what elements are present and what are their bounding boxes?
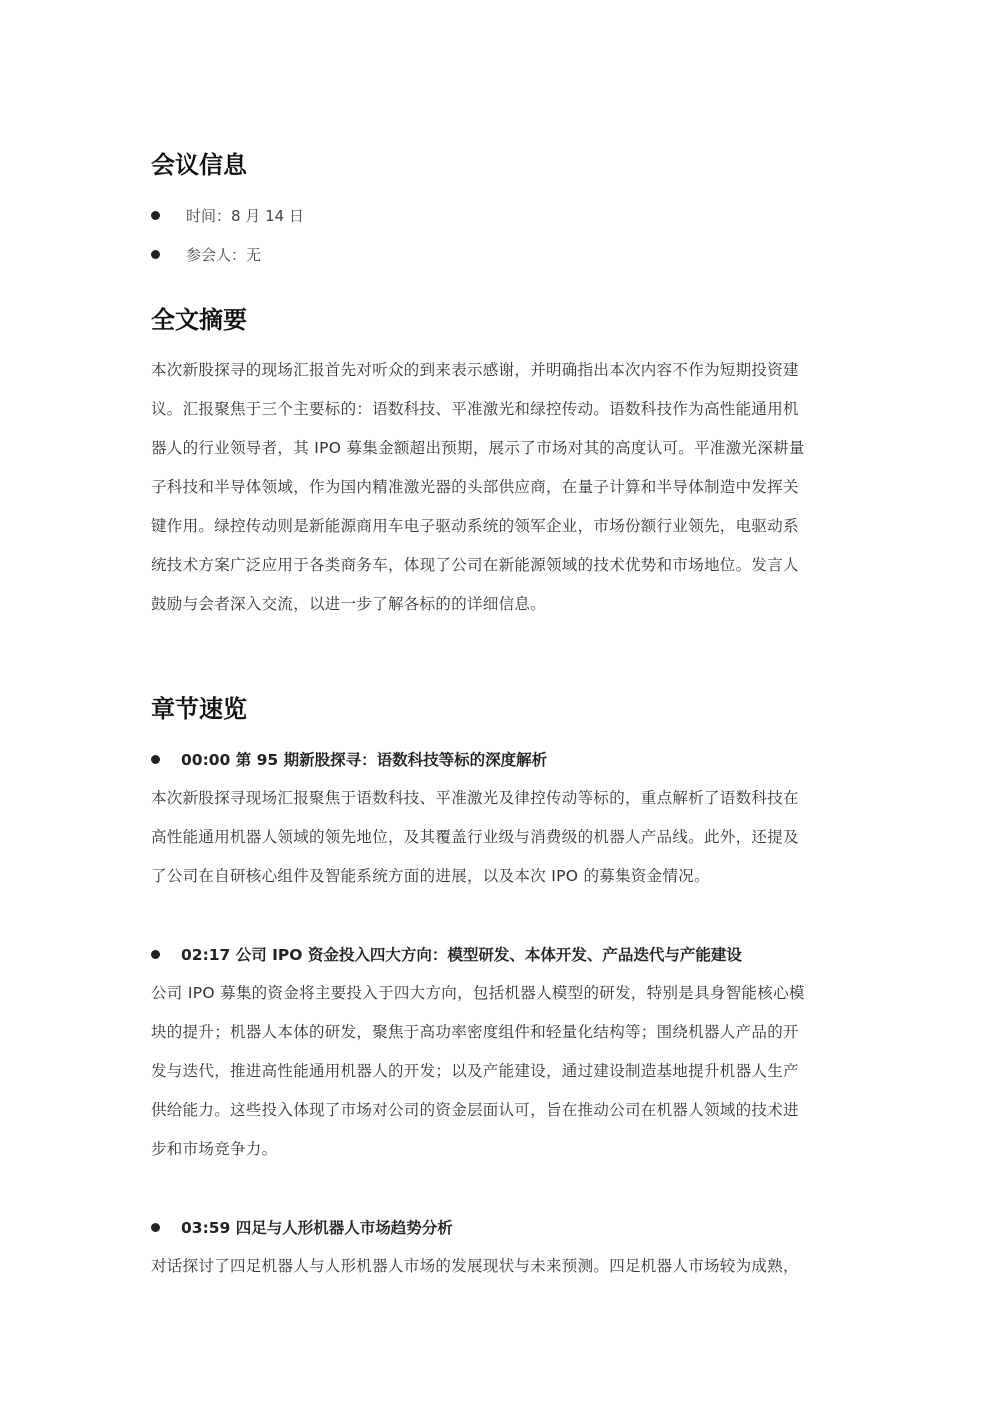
chapter-title: 00:00 第 95 期新股探寻：语数科技等标的深度解析	[181, 751, 548, 769]
summary-line: 鼓励与会者深入交流，以进一步了解各标的的详细信息。	[151, 595, 547, 613]
summary-line: 议。汇报聚焦于三个主要标的：语数科技、平准激光和绿控传动。语数科技作为高性能通用机	[151, 400, 799, 418]
bullet-dot-icon	[151, 211, 160, 220]
meeting-time-item	[151, 203, 304, 227]
meeting-attendees-text: 参会人：无	[186, 245, 262, 264]
bullet-dot-icon	[151, 1223, 160, 1232]
chapter-line: 本次新股探寻现场汇报聚焦于语数科技、平准激光及律控传动等标的，重点解析了语数科技在	[151, 789, 799, 807]
chapter-paragraph	[151, 974, 843, 1169]
chapter-line: 发与迭代，推进高性能通用机器人的开发；以及产能建设，通过建设制造基地提升机器人生产	[151, 1062, 799, 1080]
meeting-time-text: 时间：8 月 14 日	[186, 206, 304, 225]
summary-line: 本次新股探寻的现场汇报首先对听众的到来表示感谢，并明确指出本次内容不作为短期投资建	[151, 361, 799, 379]
bullet-dot-icon	[151, 250, 160, 259]
bullet-dot-icon	[151, 755, 160, 764]
chapter-line: 公司 IPO 募集的资金将主要投入于四大方向，包括机器人模型的研发，特别是具身智能核心模	[151, 984, 805, 1002]
chapter-line: 供给能力。这些投入体现了市场对公司的资金层面认可，旨在推动公司在机器人领域的技术进	[151, 1101, 799, 1119]
summary-line: 键作用。绿控传动则是新能源商用车电子驱动系统的领军企业，市场份额行业领先，电驱动系	[151, 517, 799, 535]
chapter-line: 了公司在自研核心组件及智能系统方面的进展，以及本次 IPO 的募集资金情况。	[151, 867, 710, 885]
summary-heading: 全文摘要	[151, 306, 247, 334]
chapter-line: 高性能通用机器人领域的领先地位，及其覆盖行业级与消费级的机器人产品线。此外，还提及	[151, 828, 799, 846]
chapter-paragraph	[151, 779, 843, 896]
chapter-title: 02:17 公司 IPO 资金投入四大方向：模型研发、本体开发、产品迭代与产能建设	[181, 946, 742, 964]
summary-line: 器人的行业领导者，其 IPO 募集金额超出预期，展示了市场对其的高度认可。平准激光深耕量	[151, 439, 805, 457]
chapter-title-row	[151, 747, 547, 771]
chapter-title-row	[151, 942, 742, 966]
chapter-title-row	[151, 1215, 453, 1239]
chapter-line: 步和市场竞争力。	[151, 1140, 278, 1158]
chapter-line: 对话探讨了四足机器人与人形机器人市场的发展现状与未来预测。四足机器人市场较为成熟，	[151, 1257, 799, 1275]
meeting-attendees-item	[151, 242, 261, 266]
summary-line: 子科技和半导体领域，作为国内精准激光器的头部供应商，在量子计算和半导体制造中发挥关	[151, 478, 799, 496]
meeting-info-heading: 会议信息	[151, 151, 247, 179]
summary-paragraph	[151, 351, 843, 624]
chapter-title: 03:59 四足与人形机器人市场趋势分析	[181, 1219, 453, 1237]
chapter-line: 块的提升；机器人本体的研发，聚焦于高功率密度组件和轻量化结构等；围绕机器人产品的开	[151, 1023, 799, 1041]
chapters-heading: 章节速览	[151, 695, 247, 723]
summary-line: 统技术方案广泛应用于各类商务车，体现了公司在新能源领域的技术优势和市场地位。发言人	[151, 556, 799, 574]
chapter-paragraph	[151, 1247, 843, 1286]
bullet-dot-icon	[151, 950, 160, 959]
